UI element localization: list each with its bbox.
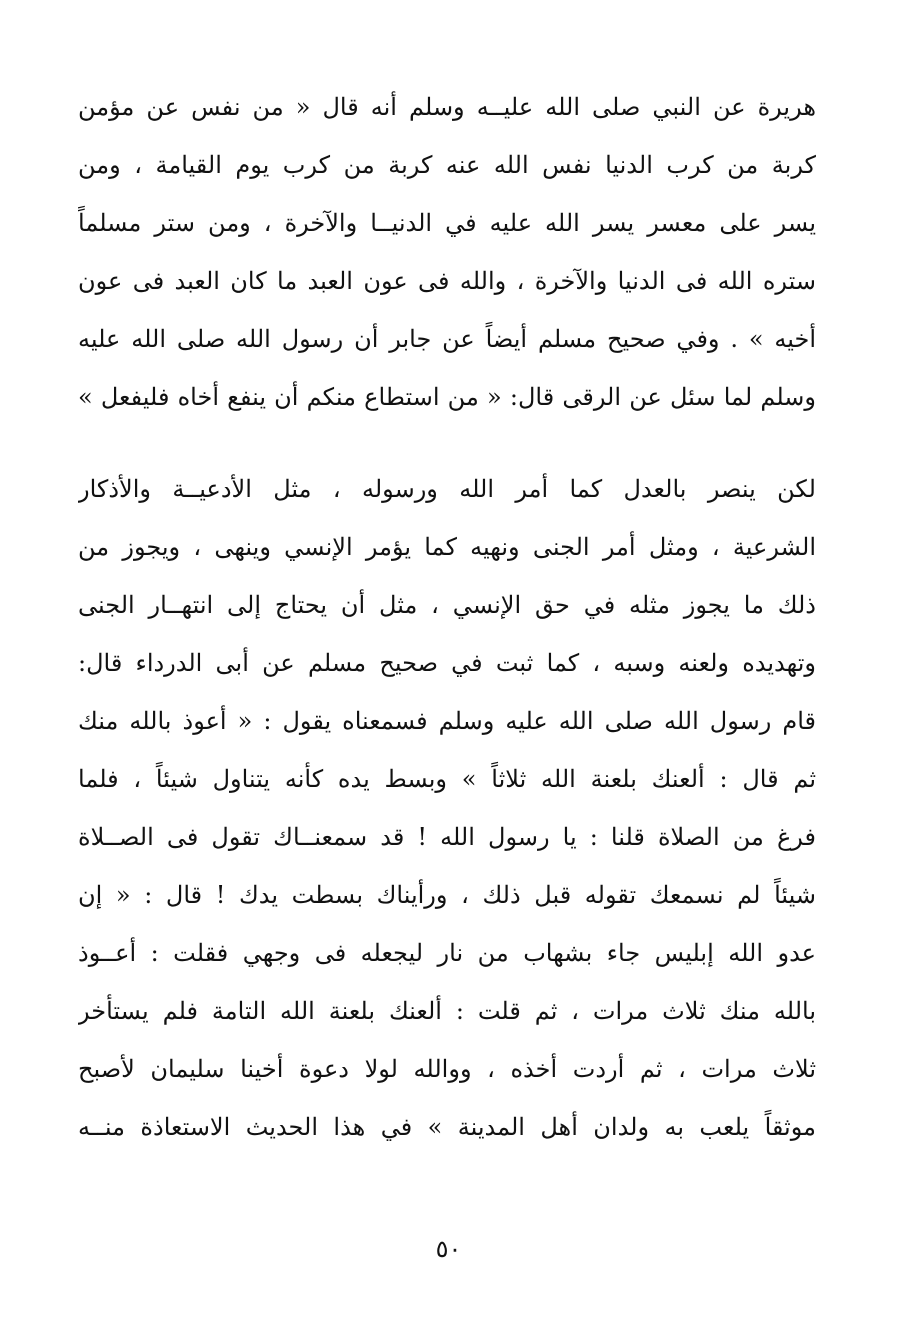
text-line: فرغ من الصلاة قلنا : يا رسول الله ! قد سمعنــاك تقول فى الصــلاة xyxy=(78,823,816,851)
text-line: ثم قال : ألعنك بلعنة الله ثلاثاً » وبسط يده كأنه يتناول شيئاً ، فلما xyxy=(78,765,816,793)
text-line: ثلاث مرات ، ثم أردت أخذه ، ووالله لولا دعوة أخينا سليمان لأصبح xyxy=(78,1055,816,1083)
page-number: ٥٠ xyxy=(435,1235,462,1263)
paragraph-2 xyxy=(78,460,816,1156)
text-line: عدو الله إبليس جاء بشهاب من نار ليجعله فى وجهي فقلت : أعــوذ xyxy=(78,939,816,967)
text-line: لكن ينصر بالعدل كما أمر الله ورسوله ، مثل الأدعيــة والأذكار xyxy=(78,475,816,503)
text-line: ستره الله فى الدنيا والآخرة ، والله فى عون العبد ما كان العبد فى عون xyxy=(78,267,816,295)
text-line: يسر على معسر يسر الله عليه في الدنيــا والآخرة ، ومن ستر مسلماً xyxy=(78,209,816,237)
text-line: الشرعية ، ومثل أمر الجنى ونهيه كما يؤمر الإنسي وينهى ، ويجوز من xyxy=(78,533,816,561)
text-line: هريرة عن النبي صلى الله عليــه وسلم أنه قال « من نفس عن مؤمن xyxy=(78,93,816,121)
text-line: ذلك ما يجوز مثله في حق الإنسي ، مثل أن يحتاج إلى انتهــار الجنى xyxy=(78,591,816,619)
text-line: قام رسول الله صلى الله عليه وسلم فسمعناه يقول : « أعوذ بالله منك xyxy=(78,707,816,735)
text-line: بالله منك ثلاث مرات ، ثم قلت : ألعنك بلعنة الله التامة فلم يستأخر xyxy=(78,997,816,1025)
text-line: شيئاً لم نسمعك تقوله قبل ذلك ، ورأيناك بسطت يدك ! قال : « إن xyxy=(78,881,816,909)
text-line: موثقاً يلعب به ولدان أهل المدينة » في هذا الحديث الاستعاذة منــه xyxy=(78,1113,816,1141)
text-line: وسلم لما سئل عن الرقى قال: « من استطاع منكم أن ينفع أخاه فليفعل » xyxy=(78,383,816,411)
text-line: أخيه » . وفي صحيح مسلم أيضاً عن جابر أن رسول الله صلى الله عليه xyxy=(78,325,816,353)
paragraph-1 xyxy=(78,78,816,426)
text-line: وتهديده ولعنه وسبه ، كما ثبت في صحيح مسلم عن أبى الدرداء قال: xyxy=(78,649,816,677)
text-line: كربة من كرب الدنيا نفس الله عنه كربة من كرب يوم القيامة ، ومن xyxy=(78,151,816,179)
